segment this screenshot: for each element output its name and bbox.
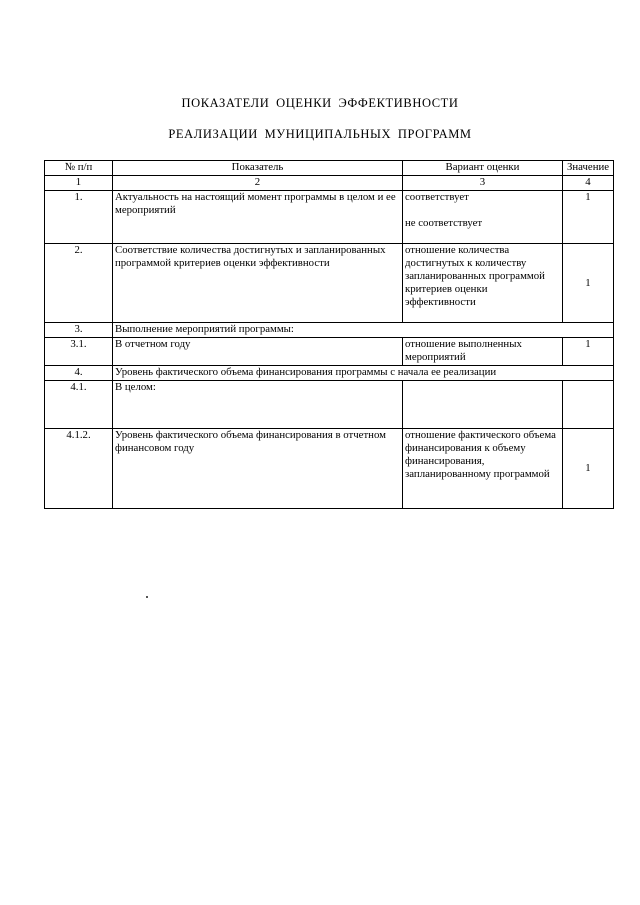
table-row <box>45 366 614 381</box>
col-number-3: 3 <box>403 176 563 191</box>
header-num: № п/п <box>45 161 113 176</box>
row-variant: отношение фактического объема финансирования к объему финансирования, запланированному программой <box>403 429 563 509</box>
row-indicator: В отчетном году <box>113 338 403 366</box>
row-value: 1 <box>563 338 614 366</box>
row-num: 2. <box>45 244 113 323</box>
row-indicator: Выполнение мероприятий программы: <box>113 323 614 338</box>
document-subtitle: РЕАЛИЗАЦИИ МУНИЦИПАЛЬНЫХ ПРОГРАММ <box>168 127 472 141</box>
row-indicator: Уровень фактического объема финансирования в отчетном финансовом году <box>113 429 403 509</box>
row-value-empty <box>563 381 614 429</box>
row-num: 4.1.2. <box>45 429 113 509</box>
row-num: 4. <box>45 366 113 381</box>
row-value: 1 <box>563 429 614 509</box>
row-indicator: Соответствие количества достигнутых и запланированных программой критериев оценки эффективности <box>113 244 403 323</box>
column-number-row <box>45 176 614 191</box>
row-num: 4.1. <box>45 381 113 429</box>
col-number-1: 1 <box>45 176 113 191</box>
row-variant <box>403 191 563 244</box>
stray-mark <box>146 596 148 598</box>
col-number-4: 4 <box>563 176 614 191</box>
col-number-2: 2 <box>113 176 403 191</box>
header-variant: Вариант оценки <box>403 161 563 176</box>
indicators-table <box>44 160 614 509</box>
row-value: 1 <box>563 191 614 244</box>
row-value: 1 <box>563 244 614 323</box>
table-row <box>45 244 614 323</box>
row-variant: отношение выполненных мероприятий <box>403 338 563 366</box>
table-row <box>45 381 614 429</box>
document-title: ПОКАЗАТЕЛИ ОЦЕНКИ ЭФФЕКТИВНОСТИ <box>181 96 459 110</box>
row-variant: отношение количества достигнутых к количеству запланированных программой критериев оценки эффективности <box>403 244 563 323</box>
table-row <box>45 429 614 509</box>
row-num: 3. <box>45 323 113 338</box>
row-num: 3.1. <box>45 338 113 366</box>
table-row <box>45 323 614 338</box>
row-variant-option: соответствует <box>405 191 469 203</box>
header-indicator: Показатель <box>113 161 403 176</box>
table-header-row <box>45 161 614 176</box>
header-value: Значение <box>563 161 614 176</box>
row-variant-empty <box>403 381 563 429</box>
row-indicator: Уровень фактического объема финансирования программы с начала ее реализации <box>113 366 614 381</box>
row-num: 1. <box>45 191 113 244</box>
table-row <box>45 338 614 366</box>
row-indicator: Актуальность на настоящий момент программы в целом и ее мероприятий <box>113 191 403 244</box>
row-variant-option: не соответствует <box>405 217 483 229</box>
row-indicator: В целом: <box>113 381 403 429</box>
table-row <box>45 191 614 244</box>
